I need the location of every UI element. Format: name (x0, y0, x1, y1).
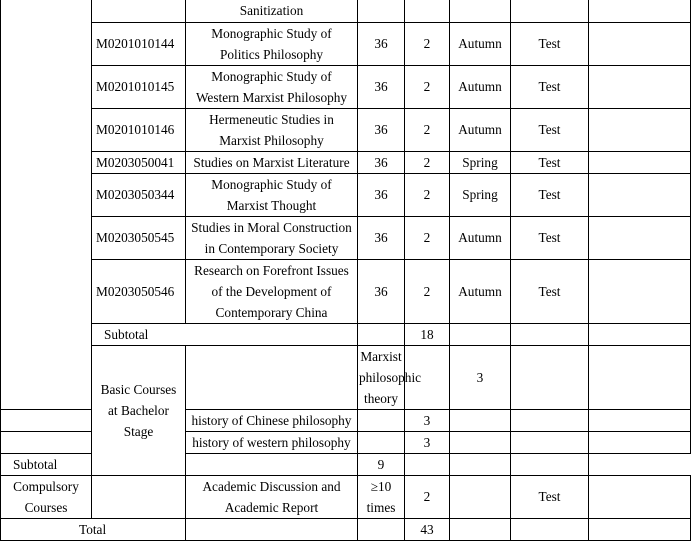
course-code-cell: M0201010145 (92, 65, 186, 108)
course-code-cell (92, 0, 186, 22)
course-code-cell: M0201010144 (92, 22, 186, 65)
remarks-cell (589, 108, 691, 151)
course-code-cell: M0201010146 (92, 108, 186, 151)
credits-cell: 2 (405, 259, 450, 323)
course-code-cell: M0203050545 (92, 216, 186, 259)
course-name-cell: Research on Forefront Issues of the Development of Contemporary China (186, 259, 358, 323)
assessment-cell (511, 431, 589, 453)
course-name-cell: Monographic Study of Politics Philosophy (186, 22, 358, 65)
assessment-cell (589, 345, 691, 409)
assessment-cell (511, 409, 589, 431)
term-cell: Autumn (450, 22, 511, 65)
remarks-cell (589, 65, 691, 108)
assessment-cell (450, 453, 511, 475)
hours-cell (358, 431, 405, 453)
credits-cell: 3 (405, 431, 450, 453)
assessment-cell (511, 0, 589, 22)
term-cell: Autumn (450, 108, 511, 151)
total-label: Total (1, 518, 186, 540)
remarks-cell (589, 216, 691, 259)
course-name-cell: Studies on Marxist Literature (186, 151, 358, 173)
credits-cell: 43 (405, 518, 450, 540)
credits-cell (405, 0, 450, 22)
remarks-cell (589, 151, 691, 173)
hours-cell: ≥10 times (358, 475, 405, 518)
term-cell (405, 453, 450, 475)
course-name-cell: Academic Discussion and Academic Report (186, 475, 358, 518)
table-row (1, 345, 691, 409)
hours-cell: 36 (358, 173, 405, 216)
term-cell (450, 475, 511, 518)
table-row (1, 22, 691, 65)
category-basic-courses: Basic Courses at Bachelor Stage (92, 345, 186, 475)
table-row (1, 475, 691, 518)
term-cell (511, 345, 589, 409)
course-name-cell: history of Chinese philosophy (186, 409, 358, 431)
credits-cell: 3 (450, 345, 511, 409)
term-cell: Spring (450, 151, 511, 173)
remarks-cell (589, 518, 691, 540)
table-row (1, 259, 691, 323)
assessment-cell: Test (511, 108, 589, 151)
credits-cell: 3 (405, 409, 450, 431)
subtotal-label: Subtotal (92, 323, 358, 345)
credits-cell: 2 (405, 173, 450, 216)
table-row (1, 108, 691, 151)
assessment-cell: Test (511, 22, 589, 65)
hours-cell: 36 (358, 259, 405, 323)
assessment-cell: Test (511, 475, 589, 518)
remarks-cell (589, 475, 691, 518)
remarks-cell (589, 22, 691, 65)
credits-cell: 2 (405, 475, 450, 518)
hours-cell: 36 (358, 151, 405, 173)
term-cell: Autumn (450, 65, 511, 108)
course-code-cell (1, 431, 92, 453)
assessment-cell (511, 323, 589, 345)
assessment-cell: Test (511, 259, 589, 323)
remarks-cell (589, 409, 691, 431)
term-cell (450, 323, 511, 345)
term-cell (450, 431, 511, 453)
credits-cell: 2 (405, 151, 450, 173)
term-cell (450, 518, 511, 540)
hours-cell (358, 0, 405, 22)
table-row (1, 151, 691, 173)
table-row (1, 65, 691, 108)
hours-cell (186, 453, 358, 475)
credits-cell: 2 (405, 22, 450, 65)
hours-cell: 36 (358, 216, 405, 259)
course-code-cell (186, 345, 358, 409)
hours-cell (358, 409, 405, 431)
course-code-cell (1, 409, 92, 431)
remarks-cell (589, 0, 691, 22)
remarks-cell (589, 173, 691, 216)
course-name-cell: history of western philosophy (186, 431, 358, 453)
subtotal-row (1, 323, 691, 345)
hours-cell: 36 (358, 22, 405, 65)
term-cell: Autumn (450, 216, 511, 259)
credits-cell: 2 (405, 65, 450, 108)
credits-cell: 18 (405, 323, 450, 345)
assessment-cell: Test (511, 65, 589, 108)
remarks-cell (589, 323, 691, 345)
hours-cell: 36 (358, 108, 405, 151)
term-cell (450, 409, 511, 431)
remarks-cell (511, 453, 589, 475)
remarks-cell (589, 431, 691, 453)
course-name-cell: Hermeneutic Studies in Marxist Philosophy (186, 108, 358, 151)
course-name-cell: Monographic Study of Western Marxist Philosophy (186, 65, 358, 108)
table-row (1, 173, 691, 216)
remarks-cell (589, 259, 691, 323)
credits-cell: 9 (358, 453, 405, 475)
credits-cell: 2 (405, 216, 450, 259)
total-row (1, 518, 691, 540)
subtotal-row (1, 453, 691, 475)
course-code-cell: M0203050041 (92, 151, 186, 173)
course-name-cell: Marxist philosophic theory (358, 345, 405, 409)
term-cell (450, 0, 511, 22)
assessment-cell (511, 518, 589, 540)
assessment-cell: Test (511, 173, 589, 216)
credits-cell: 2 (405, 108, 450, 151)
table-row (1, 216, 691, 259)
hours-cell (358, 518, 405, 540)
assessment-cell: Test (511, 216, 589, 259)
course-name-cell (186, 518, 358, 540)
course-code-cell (92, 475, 186, 518)
assessment-cell: Test (511, 151, 589, 173)
term-cell: Spring (450, 173, 511, 216)
course-name-cell: Studies in Moral Construction in Contemporary Society (186, 216, 358, 259)
course-code-cell: M0203050546 (92, 259, 186, 323)
course-name-cell: Sanitization (186, 0, 358, 22)
category-compulsory-courses: Compulsory Courses (1, 475, 92, 518)
hours-cell (358, 323, 405, 345)
subtotal-label: Subtotal (1, 453, 186, 475)
category-cell-empty (1, 0, 92, 409)
term-cell: Autumn (450, 259, 511, 323)
course-name-cell: Monographic Study of Marxist Thought (186, 173, 358, 216)
course-code-cell: M0203050344 (92, 173, 186, 216)
hours-cell: 36 (358, 65, 405, 108)
